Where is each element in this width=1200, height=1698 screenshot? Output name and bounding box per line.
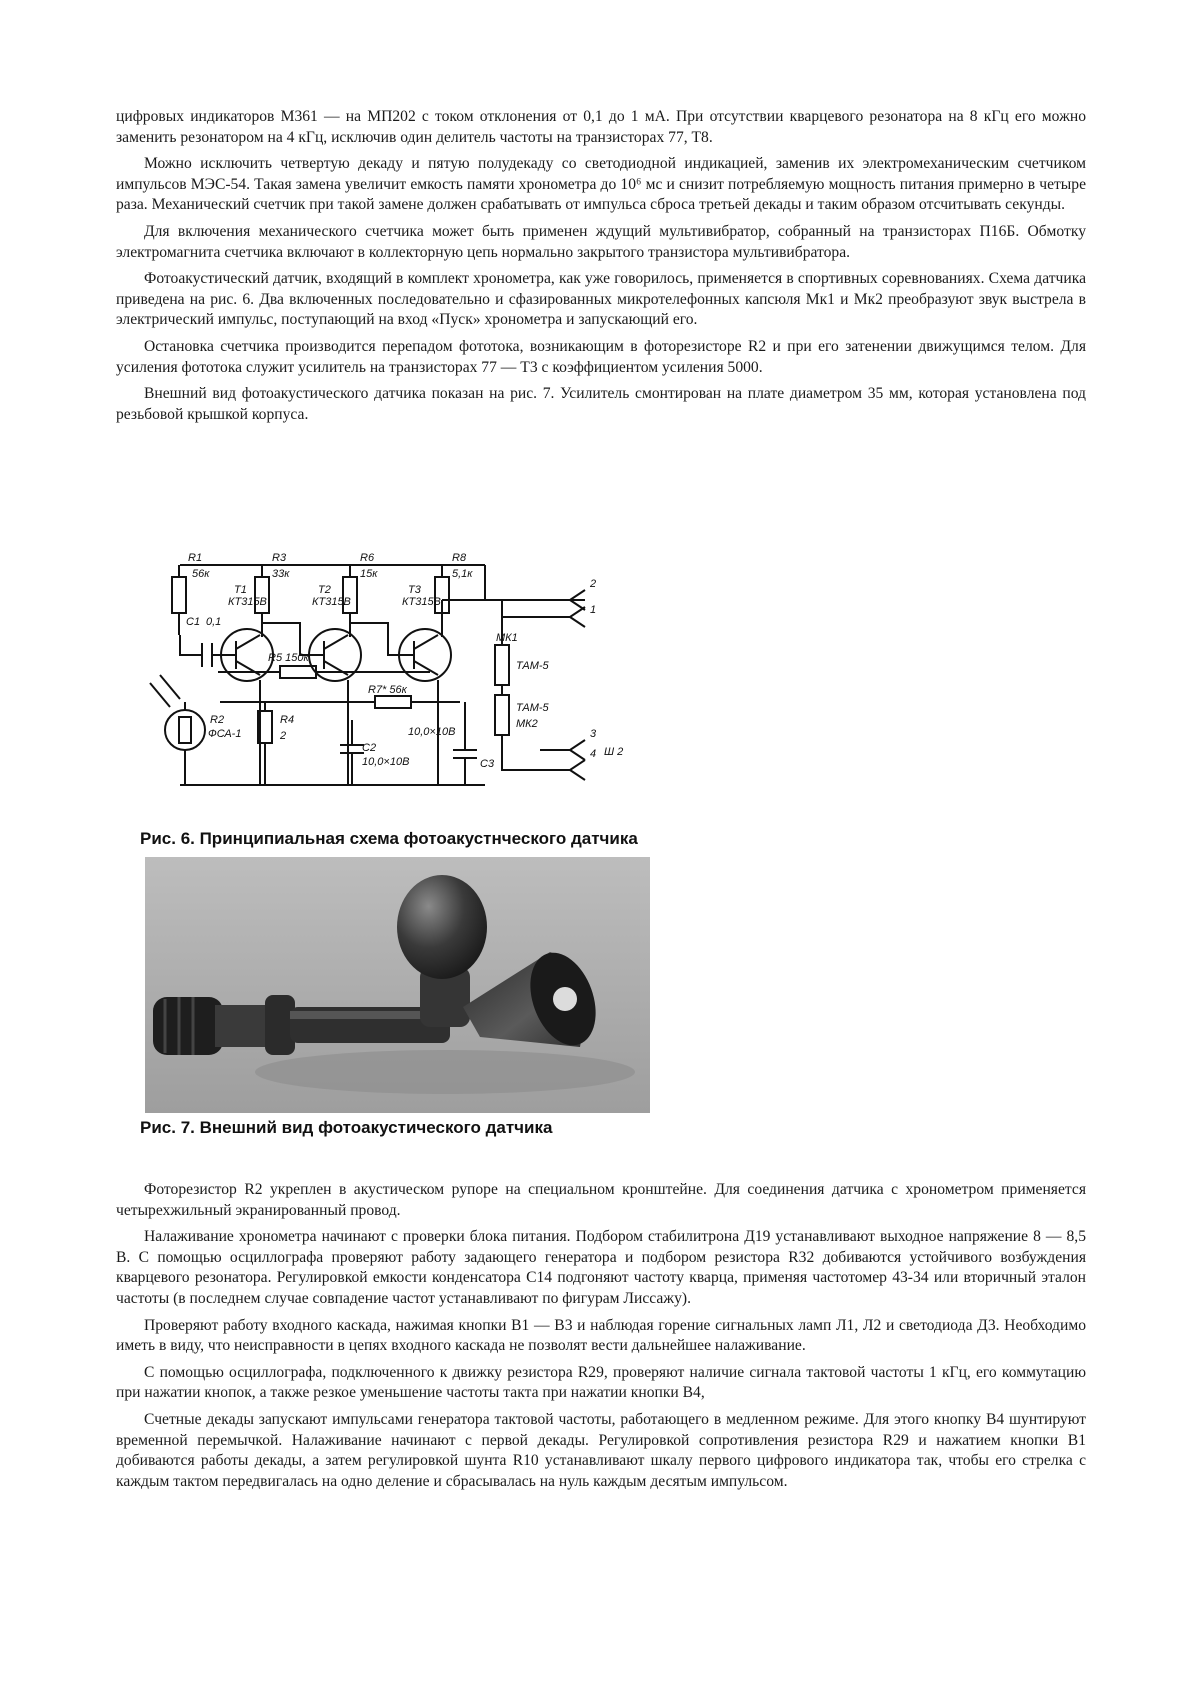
bottom-text-block: [116, 1180, 1086, 1498]
connector-plug: [153, 997, 223, 1055]
label: Т2: [318, 584, 331, 596]
label: 5,1к: [452, 568, 473, 580]
label: 10,0×10В: [408, 726, 456, 738]
label: МК2: [516, 718, 538, 730]
label: 1: [590, 604, 597, 616]
capacitor-c3: [453, 702, 477, 785]
schematic-diagram: [140, 545, 695, 823]
paragraph: С помощью осциллографа, подключенного к движку резистора R29, проверяют наличие сигнала тактовой частоты 1 кГц, его коммутацию при нажатии кнопок, а также резкое уменьшение частоты такта при нажатии кнопки В4,: [116, 1363, 1086, 1402]
paragraph: Фоторезистор R2 укреплен в акустическом рупоре на специальном кронштейне. Для соединения датчика с хронометром применяется четырехжильный экранированный провод.: [116, 1181, 1086, 1219]
label: 15к: [360, 568, 378, 580]
label: R5 150к: [268, 652, 309, 664]
sensor-photo: [145, 857, 650, 1113]
label: С3: [480, 758, 495, 770]
resistor-r7: [220, 696, 460, 708]
top-text-block: [116, 107, 1086, 431]
label: ФСА-1: [208, 728, 242, 740]
label: R8: [452, 552, 467, 564]
label: ТАМ-5: [516, 660, 549, 672]
label: 2: [280, 730, 287, 742]
supply-rail: [180, 565, 485, 600]
label: R6: [360, 552, 375, 564]
microphone-mk1: [495, 600, 509, 695]
label: КТ315В: [312, 596, 351, 608]
paragraph: Внешний вид фотоакустического датчика показан на рис. 7. Усилитель смонтирован на плате диаметром 35 мм, которая установлена под резьбовой крышкой корпуса.: [116, 385, 1086, 423]
paragraph: Остановка счетчика производится перепадом фототока, возникающим в фоторезисторе R2 и при его затенении движущимся телом. Для усиления фототока служит усилитель на транзисторах 77 — Т3 с коэффициентом усиления 5000.: [116, 337, 1086, 376]
paragraph: цифровых индикаторов М361 — на МП202 с током отклонения от 0,1 до 1 мА. При отсутствии кварцевого резонатора на 8 кГц его можно заменить резонатором на 4 кГц, исключив один делитель частоты на транзисторах 77, Т8.: [116, 108, 1086, 146]
label: ТАМ-5: [516, 702, 549, 714]
paragraph: Налаживание хронометра начинают с проверки блока питания. Подбором стабилитрона Д19 устанавливают выходное напряжение 8 — 8,5 В. С помощью осциллографа проверяют работу задающего генератора и подбором резистора R32 добиваются устойчивого возбуждения кварцевого резонатора. Регулировкой емкости конденсатора С14 подгоняют частоту кварца, применяя частотомер 43-34 или вторичный эталон частоты (в последнем случае совпадение частот устанавливают по фигурам Лиссажу).: [116, 1228, 1086, 1307]
figure7-caption: Рис. 7. Внешний вид фотоакустического датчика: [140, 1118, 553, 1137]
label: R1: [188, 552, 203, 564]
label: КТ315В: [402, 596, 441, 608]
label: 2: [590, 578, 597, 590]
capacitor-c2: [340, 720, 364, 785]
label: Т3: [408, 584, 421, 596]
label: 33к: [272, 568, 290, 580]
paragraph: Можно исключить четвертую декаду и пятую полудекаду со светодиодной индикацией, заменив их электромеханическим счетчиком импульсов МЭС-54. Такая замена увеличит емкость памяти хронометра до 10⁶ мс и снизит потребляемую мощность питания примерно в четыре раза. Механический счетчик при такой замене должен срабатывать от импульса сброса третьей декады и таким образом отсчитывать секунды.: [116, 155, 1086, 214]
label: 10,0×10В: [362, 756, 410, 768]
capacitor-c1: [180, 635, 236, 667]
paragraph: Фотоакустический датчик, входящий в комплект хронометра, как уже говорилось, применяется в спортивных соревнованиях. Схема датчика приведена на рис. 6. Два включенных последовательно и сфазированных микротелефонных капсюля Мк1 и Мк2 преобразуют звук выстрела в электрический импульс, поступающий на вход «Пуск» хронометра и запускающий его.: [116, 270, 1086, 329]
label: 56к: [192, 568, 210, 580]
label: МК1: [496, 632, 518, 644]
label: R7* 56к: [368, 684, 407, 696]
label: КТ315В: [228, 596, 267, 608]
label: С1: [186, 616, 201, 628]
resistor-r1: [172, 565, 186, 635]
paragraph: Для включения механического счетчика может быть применен ждущий мультивибратор, собранный на транзисторах П16Б. Обмотку электромагнита счетчика включают в коллекторную цепь нормально закрытого транзистора мультивибратора.: [116, 222, 1086, 261]
label: Т1: [234, 584, 247, 596]
label: R4: [280, 714, 295, 726]
paragraph: Счетные декады запускают импульсами генератора тактовой частоты, работающего в медленном режиме. Для этого кнопку В4 шунтируют временной перемычкой. Налаживание начинают с первой декады. Регулировкой сопротивления резистора R29 и нажатием кнопки В1 добиваются работы декады, а затем регулировкой шунта R10 устанавливают шкалу первого цифрового индикатора так, чтобы его стрелка с каждым тактом передвигалась на одно деление и сбрасывалась на нуль каждым десятым импульсом.: [116, 1410, 1086, 1490]
label: R3: [272, 552, 287, 564]
label: 0,1: [206, 616, 222, 628]
label: С2: [362, 742, 377, 754]
label: Ш 2: [604, 746, 624, 758]
label: R2: [210, 714, 225, 726]
photoresistor-r2: [150, 675, 205, 785]
label: 3: [590, 728, 597, 740]
label: 4: [590, 748, 597, 760]
figure6-caption: Рис. 6. Принципиальная схема фотоакустнческого датчика: [140, 829, 638, 848]
paragraph: Проверяют работу входного каскада, нажимая кнопки В1 — В3 и наблюдая горение сигнальных ламп Л1, Л2 и светодиода Д3. Необходимо иметь в виду, что неисправности в цепях входного каскада не позволят вести дальнейшее налаживание.: [116, 1316, 1086, 1355]
